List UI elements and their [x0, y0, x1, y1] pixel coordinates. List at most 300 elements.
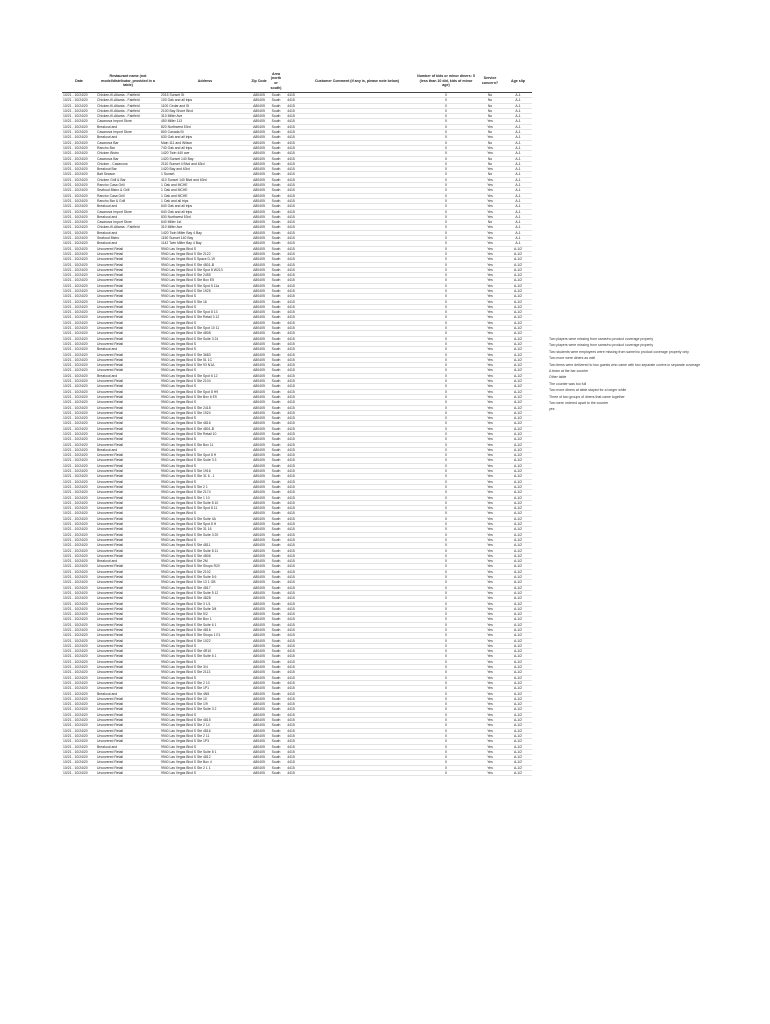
cell-service[interactable]: Yes: [476, 575, 504, 580]
cell-address[interactable]: 9940 Las Vegas Blvd S: [160, 400, 250, 405]
cell-restaurant[interactable]: Uncovered Retail: [96, 506, 160, 511]
cell-zip[interactable]: A80405: [250, 209, 268, 214]
cell-zip[interactable]: A80405: [250, 463, 268, 468]
cell-address[interactable]: 9940 Las Vegas Blvd S Ste Suite 5 12: [160, 590, 250, 595]
cell-service[interactable]: Yes: [476, 373, 504, 378]
cell-restaurant[interactable]: Uncovered Retail: [96, 548, 160, 553]
cell-service[interactable]: No: [476, 172, 504, 177]
cell-kids[interactable]: 0: [416, 400, 476, 405]
cell-date[interactable]: 10/21 - 10/24/20: [62, 649, 96, 654]
cell-restaurant[interactable]: Uncovered Retail: [96, 257, 160, 262]
cell-area[interactable]: South: [268, 484, 284, 489]
cell-area[interactable]: South: [268, 93, 284, 98]
cell-area[interactable]: South: [268, 336, 284, 341]
cell-kids[interactable]: 0: [416, 352, 476, 357]
cell-code[interactable]: 4415: [284, 522, 298, 527]
cell-restaurant[interactable]: Uncovered Retail: [96, 537, 160, 542]
cell-code[interactable]: 4415: [284, 156, 298, 161]
cell-code[interactable]: 4415: [284, 633, 298, 638]
cell-restaurant[interactable]: Uncovered Retail: [96, 590, 160, 595]
cell-date[interactable]: 10/21 - 10/24/20: [62, 130, 96, 135]
cell-zip[interactable]: A80405: [250, 114, 268, 119]
cell-area[interactable]: South: [268, 326, 284, 331]
cell-area[interactable]: South: [268, 135, 284, 140]
cell-restaurant[interactable]: Chicken-fil-Atlanta - Fairfield: [96, 225, 160, 230]
cell-service[interactable]: Yes: [476, 665, 504, 670]
cell-date[interactable]: 10/21 - 10/24/20: [62, 236, 96, 241]
cell-zip[interactable]: A80405: [250, 596, 268, 601]
cell-kids[interactable]: 0: [416, 389, 476, 394]
cell-kids[interactable]: 0: [416, 479, 476, 484]
cell-service[interactable]: Yes: [476, 527, 504, 532]
cell-restaurant[interactable]: Uncovered Retail: [96, 283, 160, 288]
cell-age[interactable]: A-1/2: [504, 421, 532, 426]
cell-date[interactable]: 10/21 - 10/24/20: [62, 612, 96, 617]
cell-date[interactable]: 10/21 - 10/24/20: [62, 357, 96, 362]
cell-zip[interactable]: A80405: [250, 606, 268, 611]
cell-address[interactable]: 9940 Las Vegas Blvd S: [160, 384, 250, 389]
cell-address[interactable]: 9940 Las Vegas Blvd S: [160, 447, 250, 452]
cell-restaurant[interactable]: Uncovered Retail: [96, 733, 160, 738]
cell-age[interactable]: A-1: [504, 124, 532, 129]
cell-address[interactable]: 9940 Las Vegas Blvd S Ste Suite 3 24: [160, 336, 250, 341]
cell-kids[interactable]: 0: [416, 198, 476, 203]
cell-zip[interactable]: A80405: [250, 458, 268, 463]
cell-service[interactable]: Yes: [476, 680, 504, 685]
cell-code[interactable]: 4415: [284, 490, 298, 495]
cell-area[interactable]: South: [268, 601, 284, 606]
cell-restaurant[interactable]: Uncovered Retail: [96, 659, 160, 664]
cell-kids[interactable]: 0: [416, 278, 476, 283]
cell-address[interactable]: 9940 Las Vegas Blvd S Ste Spot 5 11a: [160, 283, 250, 288]
cell-service[interactable]: Yes: [476, 548, 504, 553]
cell-zip[interactable]: A80405: [250, 500, 268, 505]
cell-address[interactable]: 9940 Las Vegas Blvd S Ste 4817: [160, 585, 250, 590]
cell-code[interactable]: 4415: [284, 368, 298, 373]
cell-area[interactable]: South: [268, 686, 284, 691]
cell-zip[interactable]: A80405: [250, 262, 268, 267]
cell-code[interactable]: 4415: [284, 532, 298, 537]
cell-kids[interactable]: 0: [416, 553, 476, 558]
cell-zip[interactable]: A80405: [250, 580, 268, 585]
cell-restaurant[interactable]: Uncovered Retail: [96, 453, 160, 458]
cell-age[interactable]: A-1/2: [504, 363, 532, 368]
cell-address[interactable]: 9940 Las Vegas Blvd S Ste 2 14: [160, 723, 250, 728]
cell-date[interactable]: 10/21 - 10/24/20: [62, 495, 96, 500]
cell-age[interactable]: A-1: [504, 140, 532, 145]
cell-address[interactable]: 9940 Las Vegas Blvd S Ste 3683: [160, 352, 250, 357]
cell-area[interactable]: South: [268, 718, 284, 723]
cell-kids[interactable]: 0: [416, 251, 476, 256]
cell-service[interactable]: Yes: [476, 755, 504, 760]
cell-address[interactable]: 9940 Las Vegas Blvd S Ste 4N5: [160, 691, 250, 696]
cell-date[interactable]: 10/21 - 10/24/20: [62, 108, 96, 113]
cell-area[interactable]: South: [268, 198, 284, 203]
cell-kids[interactable]: 0: [416, 124, 476, 129]
cell-area[interactable]: South: [268, 596, 284, 601]
cell-code[interactable]: 4415: [284, 389, 298, 394]
cell-zip[interactable]: A80405: [250, 193, 268, 198]
cell-restaurant[interactable]: Uncovered Retail: [96, 643, 160, 648]
cell-code[interactable]: 4415: [284, 246, 298, 251]
cell-area[interactable]: South: [268, 733, 284, 738]
cell-restaurant[interactable]: Uncovered Retail: [96, 463, 160, 468]
cell-code[interactable]: 4415: [284, 241, 298, 246]
cell-code[interactable]: 4415: [284, 771, 298, 776]
cell-restaurant[interactable]: Uncovered Retail: [96, 416, 160, 421]
cell-code[interactable]: 4415: [284, 765, 298, 770]
cell-code[interactable]: 4415: [284, 511, 298, 516]
cell-address[interactable]: 9940 Las Vegas Blvd S Ste 3/4: [160, 665, 250, 670]
cell-age[interactable]: A-1: [504, 214, 532, 219]
cell-service[interactable]: Yes: [476, 453, 504, 458]
cell-code[interactable]: 4415: [284, 183, 298, 188]
cell-age[interactable]: A-1/2: [504, 400, 532, 405]
cell-age[interactable]: A-1/2: [504, 596, 532, 601]
cell-restaurant[interactable]: Uncovered Retail: [96, 379, 160, 384]
cell-date[interactable]: 10/21 - 10/24/20: [62, 707, 96, 712]
cell-area[interactable]: South: [268, 590, 284, 595]
cell-service[interactable]: Yes: [476, 304, 504, 309]
cell-area[interactable]: South: [268, 124, 284, 129]
cell-age[interactable]: A-1/2: [504, 590, 532, 595]
cell-area[interactable]: South: [268, 760, 284, 765]
cell-zip[interactable]: A80405: [250, 696, 268, 701]
cell-kids[interactable]: 0: [416, 691, 476, 696]
cell-restaurant[interactable]: Chicken-fil-Atlanta - Fairfield: [96, 108, 160, 113]
cell-address[interactable]: 9940 Las Vegas Blvd S Ste Suite 3 2: [160, 707, 250, 712]
cell-kids[interactable]: 0: [416, 283, 476, 288]
cell-zip[interactable]: A80405: [250, 405, 268, 410]
cell-restaurant[interactable]: Uncovered Retail: [96, 246, 160, 251]
cell-address[interactable]: 9940 Las Vegas Blvd S Ste Suite 3 20: [160, 532, 250, 537]
cell-age[interactable]: A-1/2: [504, 670, 532, 675]
cell-area[interactable]: South: [268, 98, 284, 103]
cell-service[interactable]: Yes: [476, 167, 504, 172]
cell-age[interactable]: A-1/2: [504, 680, 532, 685]
cell-address[interactable]: 9940 Las Vegas Blvd S Ste 2 11: [160, 733, 250, 738]
cell-address[interactable]: 100 Oak and all trips: [160, 98, 250, 103]
cell-restaurant[interactable]: Uncovered Retail: [96, 771, 160, 776]
cell-kids[interactable]: 0: [416, 453, 476, 458]
cell-restaurant[interactable]: Uncovered Retail: [96, 426, 160, 431]
cell-age[interactable]: A-1: [504, 151, 532, 156]
cell-address[interactable]: 9940 Las Vegas Blvd S: [160, 675, 250, 680]
cell-area[interactable]: South: [268, 479, 284, 484]
cell-area[interactable]: South: [268, 426, 284, 431]
cell-zip[interactable]: A80405: [250, 638, 268, 643]
cell-address[interactable]: 9940 Las Vegas Blvd S: [160, 659, 250, 664]
cell-code[interactable]: 4415: [284, 119, 298, 124]
cell-age[interactable]: A-1/2: [504, 326, 532, 331]
cell-restaurant[interactable]: Uncovered Retail: [96, 633, 160, 638]
cell-zip[interactable]: A80405: [250, 400, 268, 405]
cell-service[interactable]: Yes: [476, 315, 504, 320]
cell-code[interactable]: 4415: [284, 161, 298, 166]
cell-area[interactable]: South: [268, 744, 284, 749]
cell-zip[interactable]: A80405: [250, 728, 268, 733]
cell-restaurant[interactable]: Casanova Import Store: [96, 130, 160, 135]
cell-age[interactable]: A-1/2: [504, 304, 532, 309]
cell-restaurant[interactable]: Uncovered Retail: [96, 352, 160, 357]
cell-area[interactable]: South: [268, 654, 284, 659]
cell-date[interactable]: 10/21 - 10/24/20: [62, 537, 96, 542]
cell-kids[interactable]: 0: [416, 405, 476, 410]
cell-restaurant[interactable]: Breakout and: [96, 241, 160, 246]
cell-kids[interactable]: 0: [416, 241, 476, 246]
cell-address[interactable]: 640 Oak and all trips: [160, 204, 250, 209]
cell-zip[interactable]: A80405: [250, 103, 268, 108]
cell-date[interactable]: 10/21 - 10/24/20: [62, 590, 96, 595]
cell-restaurant[interactable]: Breakout and: [96, 373, 160, 378]
cell-address[interactable]: 9940 Las Vegas Blvd S Ste Spot 8 H9: [160, 389, 250, 394]
cell-restaurant[interactable]: Uncovered Retail: [96, 564, 160, 569]
cell-restaurant[interactable]: Uncovered Retail: [96, 601, 160, 606]
cell-area[interactable]: South: [268, 665, 284, 670]
cell-date[interactable]: 10/21 - 10/24/20: [62, 257, 96, 262]
cell-restaurant[interactable]: Uncovered Retail: [96, 718, 160, 723]
cell-code[interactable]: 4415: [284, 373, 298, 378]
cell-area[interactable]: South: [268, 506, 284, 511]
cell-restaurant[interactable]: Breakout Bar: [96, 167, 160, 172]
cell-age[interactable]: A-1: [504, 114, 532, 119]
cell-service[interactable]: Yes: [476, 749, 504, 754]
cell-date[interactable]: 10/21 - 10/24/20: [62, 172, 96, 177]
cell-zip[interactable]: A80405: [250, 612, 268, 617]
cell-restaurant[interactable]: Breakout and: [96, 559, 160, 564]
cell-service[interactable]: Yes: [476, 484, 504, 489]
col-area-header[interactable]: Area (north or south): [268, 70, 284, 93]
cell-address[interactable]: 9940 Las Vegas Blvd S Ste Suite 5 6: [160, 575, 250, 580]
cell-date[interactable]: 10/21 - 10/24/20: [62, 749, 96, 754]
cell-date[interactable]: 10/21 - 10/24/20: [62, 437, 96, 442]
cell-area[interactable]: South: [268, 373, 284, 378]
cell-service[interactable]: Yes: [476, 204, 504, 209]
cell-address[interactable]: 9940 Las Vegas Blvd S Ste Box 11: [160, 442, 250, 447]
cell-zip[interactable]: A80405: [250, 442, 268, 447]
cell-age[interactable]: A-1/2: [504, 442, 532, 447]
cell-kids[interactable]: 0: [416, 590, 476, 595]
cell-area[interactable]: South: [268, 728, 284, 733]
cell-age[interactable]: A-1/2: [504, 437, 532, 442]
cell-code[interactable]: 4415: [284, 638, 298, 643]
cell-address[interactable]: 9940 Las Vegas Blvd S Ste 31 6 - 1: [160, 474, 250, 479]
cell-code[interactable]: 4415: [284, 336, 298, 341]
cell-area[interactable]: South: [268, 421, 284, 426]
cell-date[interactable]: 10/21 - 10/24/20: [62, 712, 96, 717]
cell-date[interactable]: 10/21 - 10/24/20: [62, 336, 96, 341]
cell-zip[interactable]: A80405: [250, 379, 268, 384]
cell-code[interactable]: 4415: [284, 702, 298, 707]
cell-area[interactable]: South: [268, 442, 284, 447]
cell-address[interactable]: 2015 Sunset St: [160, 93, 250, 98]
cell-age[interactable]: A-1/2: [504, 267, 532, 272]
cell-age[interactable]: A-1: [504, 198, 532, 203]
cell-area[interactable]: South: [268, 559, 284, 564]
cell-zip[interactable]: A80405: [250, 575, 268, 580]
cell-age[interactable]: A-1/2: [504, 331, 532, 336]
cell-area[interactable]: South: [268, 522, 284, 527]
cell-address[interactable]: 9940 Las Vegas Blvd S Ste Spot 8 W213: [160, 267, 250, 272]
cell-service[interactable]: Yes: [476, 326, 504, 331]
cell-restaurant[interactable]: Rancho Bar: [96, 145, 160, 150]
cell-service[interactable]: Yes: [476, 151, 504, 156]
cell-age[interactable]: A-1/2: [504, 575, 532, 580]
cell-zip[interactable]: A80405: [250, 93, 268, 98]
cell-date[interactable]: 10/21 - 10/24/20: [62, 548, 96, 553]
cell-restaurant[interactable]: Uncovered Retail: [96, 585, 160, 590]
cell-restaurant[interactable]: Uncovered Retail: [96, 310, 160, 315]
cell-date[interactable]: 10/21 - 10/24/20: [62, 522, 96, 527]
cell-code[interactable]: 4415: [284, 193, 298, 198]
cell-zip[interactable]: A80405: [250, 755, 268, 760]
cell-zip[interactable]: A80405: [250, 310, 268, 315]
cell-address[interactable]: 2110 Sunset 4 Blvd and 63rd: [160, 161, 250, 166]
cell-service[interactable]: No: [476, 220, 504, 225]
cell-date[interactable]: 10/21 - 10/24/20: [62, 760, 96, 765]
col-address-header[interactable]: Address: [160, 70, 250, 93]
cell-age[interactable]: A-1/2: [504, 416, 532, 421]
cell-code[interactable]: 4415: [284, 601, 298, 606]
cell-age[interactable]: A-1/2: [504, 341, 532, 346]
cell-zip[interactable]: A80405: [250, 204, 268, 209]
cell-date[interactable]: 10/21 - 10/24/20: [62, 230, 96, 235]
cell-zip[interactable]: A80405: [250, 426, 268, 431]
cell-restaurant[interactable]: Uncovered Retail: [96, 315, 160, 320]
cell-code[interactable]: 4415: [284, 755, 298, 760]
cell-address[interactable]: 9940 Las Vegas Blvd S Ste 5/2: [160, 612, 250, 617]
cell-age[interactable]: A-1: [504, 98, 532, 103]
cell-zip[interactable]: A80405: [250, 553, 268, 558]
cell-address[interactable]: 310 Miller Ave: [160, 114, 250, 119]
cell-restaurant[interactable]: Rancho Bar & Grill: [96, 198, 160, 203]
cell-age[interactable]: A-1/2: [504, 760, 532, 765]
cell-service[interactable]: Yes: [476, 193, 504, 198]
cell-area[interactable]: South: [268, 299, 284, 304]
cell-service[interactable]: Yes: [476, 728, 504, 733]
cell-address[interactable]: 9940 Las Vegas Blvd S Ste 2455: [160, 273, 250, 278]
cell-code[interactable]: 4415: [284, 696, 298, 701]
cell-zip[interactable]: A80405: [250, 119, 268, 124]
cell-address[interactable]: Main 111 and Wilson: [160, 140, 250, 145]
cell-address[interactable]: 9940 Las Vegas Blvd S: [160, 368, 250, 373]
cell-area[interactable]: South: [268, 331, 284, 336]
cell-address[interactable]: 9940 Las Vegas Blvd S Ste 4R10: [160, 649, 250, 654]
cell-area[interactable]: South: [268, 341, 284, 346]
cell-code[interactable]: 4415: [284, 495, 298, 500]
cell-service[interactable]: Yes: [476, 659, 504, 664]
cell-restaurant[interactable]: Bait Season: [96, 172, 160, 177]
cell-restaurant[interactable]: Uncovered Retail: [96, 331, 160, 336]
cell-service[interactable]: Yes: [476, 479, 504, 484]
cell-code[interactable]: 4415: [284, 177, 298, 182]
cell-restaurant[interactable]: Uncovered Retail: [96, 442, 160, 447]
cell-age[interactable]: A-1/2: [504, 251, 532, 256]
cell-age[interactable]: A-1: [504, 183, 532, 188]
cell-kids[interactable]: 0: [416, 484, 476, 489]
cell-kids[interactable]: 0: [416, 575, 476, 580]
cell-restaurant[interactable]: Uncovered Retail: [96, 575, 160, 580]
cell-age[interactable]: A-1/2: [504, 294, 532, 299]
cell-restaurant[interactable]: Rancho Casa Grill: [96, 183, 160, 188]
cell-service[interactable]: Yes: [476, 421, 504, 426]
cell-restaurant[interactable]: Uncovered Retail: [96, 612, 160, 617]
cell-service[interactable]: Yes: [476, 294, 504, 299]
cell-service[interactable]: Yes: [476, 320, 504, 325]
cell-zip[interactable]: A80405: [250, 559, 268, 564]
cell-code[interactable]: 4415: [284, 384, 298, 389]
cell-service[interactable]: Yes: [476, 718, 504, 723]
cell-age[interactable]: A-1/2: [504, 665, 532, 670]
cell-age[interactable]: A-1/2: [504, 601, 532, 606]
cell-kids[interactable]: 0: [416, 204, 476, 209]
cell-age[interactable]: A-1: [504, 193, 532, 198]
cell-age[interactable]: A-1: [504, 167, 532, 172]
cell-age[interactable]: A-1/2: [504, 389, 532, 394]
cell-kids[interactable]: 0: [416, 463, 476, 468]
cell-service[interactable]: Yes: [476, 723, 504, 728]
cell-restaurant[interactable]: Uncovered Retail: [96, 670, 160, 675]
cell-zip[interactable]: A80405: [250, 331, 268, 336]
cell-date[interactable]: 10/21 - 10/24/20: [62, 675, 96, 680]
cell-age[interactable]: A-1/2: [504, 453, 532, 458]
cell-date[interactable]: 10/21 - 10/24/20: [62, 410, 96, 415]
cell-restaurant[interactable]: Uncovered Retail: [96, 363, 160, 368]
cell-code[interactable]: 4415: [284, 622, 298, 627]
cell-zip[interactable]: A80405: [250, 283, 268, 288]
cell-area[interactable]: South: [268, 543, 284, 548]
cell-service[interactable]: Yes: [476, 352, 504, 357]
cell-zip[interactable]: A80405: [250, 198, 268, 203]
cell-kids[interactable]: 0: [416, 617, 476, 622]
cell-age[interactable]: A-1: [504, 108, 532, 113]
cell-service[interactable]: Yes: [476, 405, 504, 410]
cell-service[interactable]: Yes: [476, 675, 504, 680]
cell-code[interactable]: 4415: [284, 172, 298, 177]
cell-code[interactable]: 4415: [284, 437, 298, 442]
cell-restaurant[interactable]: Uncovered Retail: [96, 336, 160, 341]
cell-restaurant[interactable]: Uncovered Retail: [96, 405, 160, 410]
cell-service[interactable]: Yes: [476, 500, 504, 505]
cell-date[interactable]: 10/21 - 10/24/20: [62, 278, 96, 283]
cell-service[interactable]: Yes: [476, 368, 504, 373]
cell-area[interactable]: South: [268, 363, 284, 368]
cell-code[interactable]: 4415: [284, 691, 298, 696]
cell-date[interactable]: 10/21 - 10/24/20: [62, 654, 96, 659]
cell-address[interactable]: 9940 Las Vegas Blvd S Ste Spot 8 H: [160, 522, 250, 527]
cell-age[interactable]: A-1/2: [504, 484, 532, 489]
cell-date[interactable]: 10/21 - 10/24/20: [62, 744, 96, 749]
cell-age[interactable]: A-1/2: [504, 548, 532, 553]
cell-date[interactable]: 10/21 - 10/24/20: [62, 145, 96, 150]
cell-restaurant[interactable]: Uncovered Retail: [96, 755, 160, 760]
cell-kids[interactable]: 0: [416, 135, 476, 140]
cell-date[interactable]: 10/21 - 10/24/20: [62, 331, 96, 336]
cell-code[interactable]: 4415: [284, 712, 298, 717]
cell-code[interactable]: 4415: [284, 320, 298, 325]
cell-restaurant[interactable]: Uncovered Retail: [96, 675, 160, 680]
cell-restaurant[interactable]: Chicken-fil-Atlanta - Fairfield: [96, 114, 160, 119]
cell-service[interactable]: Yes: [476, 384, 504, 389]
cell-address[interactable]: 9940 Las Vegas Blvd S Ste Suite 3/4: [160, 606, 250, 611]
cell-kids[interactable]: 0: [416, 230, 476, 235]
cell-zip[interactable]: A80405: [250, 352, 268, 357]
cell-date[interactable]: 10/21 - 10/24/20: [62, 156, 96, 161]
col-comment-header[interactable]: Customer Comment (if any is, please note below): [298, 70, 416, 93]
cell-age[interactable]: A-1: [504, 130, 532, 135]
cell-area[interactable]: South: [268, 161, 284, 166]
cell-service[interactable]: Yes: [476, 177, 504, 182]
